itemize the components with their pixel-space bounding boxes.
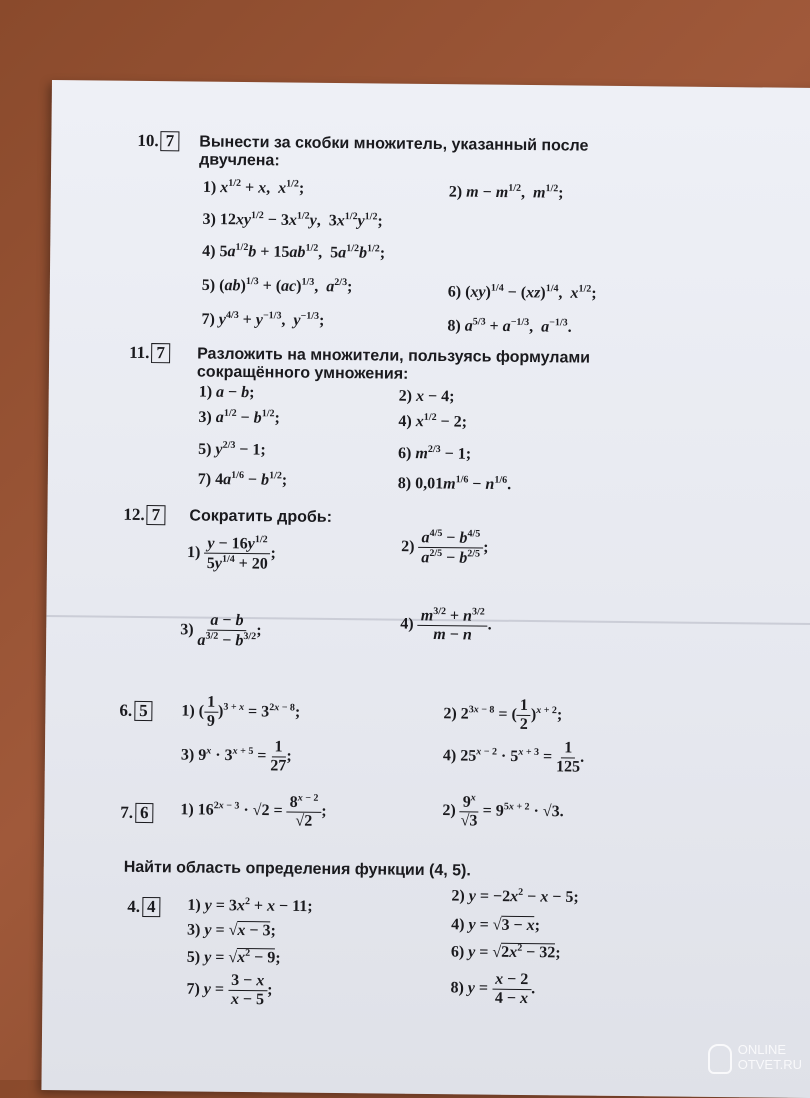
task-10-instruction: Вынести за скобки множитель, указанный после [199, 133, 589, 155]
task-12-instruction: Сократить дробь: [189, 507, 333, 526]
task-11-item-6: 6) $m^{2/3} - 1$; [398, 443, 472, 463]
task-11-instruction-2: сокращённого умножения: [196, 363, 409, 383]
task-11-item-8: 8) $0,01m^{1/6} - n^{1/6}$. [397, 474, 512, 494]
task-11-item-3: 3) $a^{1/2} - b^{1/2}$; [198, 407, 280, 427]
bulb-icon [708, 1044, 732, 1074]
task-10-item-8: 8) $a^{5/3} + a^{-1/3}$, $a^{-1/3}$. [447, 316, 572, 336]
worksheet-page [41, 80, 810, 1098]
task-6-item-4: 4) $25^{x - 2} \cdot 5^{x + 3}$ = $\frac{1}{125}$ . [442, 739, 585, 776]
task-4-item-7: 7) y = $\frac{3 - x}{x - 5}$ ; [186, 971, 273, 1009]
task-11-item-7: 7) $4a^{1/6} - b^{1/2}$; [197, 469, 288, 489]
task-10-item-3: 3) $12xy^{1/2} - 3x^{1/2}y$, $3x^{1/2}y^{1/2}$; [202, 210, 383, 230]
task-11-item-4: 4) $x^{1/2} - 2$; [398, 411, 468, 431]
task-11-instruction: Разложить на множители, пользуясь формулами [197, 345, 591, 367]
task-4-number: 4. 4 [127, 897, 160, 917]
task-11-item-2: 2) x − 4; [398, 387, 455, 406]
task-6-item-1: 1) ( $\frac{1}{9}$ )$^{3 + x} = 3^{2x - 8}$; [181, 693, 301, 730]
task-12-item-3: 3) $\frac{a - b}{a^{3/2} - b^{3/2}}$ ; [180, 611, 262, 650]
task-12-item-1: 1) $\frac{y - 16y^{1/2}}{5y^{1/4} + 20}$ ; [186, 534, 276, 573]
task-10-number: 10. 7 [137, 131, 179, 151]
task-10-item-1: 1) $x^{1/2} + x$, $x^{1/2}$; [202, 177, 305, 197]
task-4-item-8: 8) y = $\frac{x - 2}{4 - x}$ . [450, 970, 536, 1008]
task-11-item-5: 5) $y^{2/3} - 1$; [198, 439, 266, 459]
task-4-item-5: 5) $y = √x^2 - 9$; [186, 948, 281, 967]
task-10-item-2: 2) $m - m^{1/2}$, $m^{1/2}$; [448, 182, 564, 202]
task-12-item-2: 2) $\frac{a^{4/5} - b^{4/5}}{a^{2/5} - b^{2/5}}$ ; [401, 527, 489, 568]
task-4-item-4: 4) y = √3 − x; [451, 916, 541, 935]
task-7-item-2: 2) $\frac{9^x}{√3}$ = $9^{5x + 2} \cdot √3$. [442, 792, 564, 830]
domain-heading: Найти область определения функции (4, 5). [123, 858, 471, 880]
task-7-number: 7. 6 [120, 803, 153, 823]
task-10-item-7: 7) $y^{4/3} + y^{-1/3}$, $y^{-1/3}$; [201, 309, 325, 330]
task-4-item-6: 6) $y = √2x^2 - 32$; [450, 942, 561, 962]
task-10-item-4: 4) $5a^{1/2}b + 15ab^{1/2}$, $5a^{1/2}b^{1/2}$; [202, 241, 386, 262]
task-4-item-1: 1) $y = 3x^2 + x - 11$; [187, 896, 313, 916]
task-11-item-1: 1) a − b; [198, 383, 255, 402]
task-11-number: 11. 7 [129, 343, 170, 363]
watermark: ONLINE OTVET.RU [738, 1042, 802, 1072]
task-10-item-5: 5) (ab)$^{1/3}$ + (ac)$^{1/3}$, $a^{2/3}$; [201, 276, 353, 296]
task-4-item-3: 3) y = √x − 3; [187, 921, 276, 940]
task-6-item-3: 3) $9^x \cdot 3^{x + 5}$ = $\frac{1}{27}$ ; [180, 738, 292, 775]
task-10-instruction-2: двучлена: [199, 151, 280, 170]
task-10-item-6: 6) (xy)$^{1/4}$ − (xz)$^{1/4}$, $x^{1/2}$; [447, 282, 597, 303]
task-7-item-1: 1) $16^{2x - 3} \cdot √2$ = $\frac{8^{x - 2}}{√2}$ ; [180, 792, 327, 831]
task-12-item-4: 4) $\frac{m^{3/2} + n^{3/2}}{m - n}$ . [400, 606, 492, 644]
task-6-item-2: 2) $2^{3x - 8}$ = ( $\frac{1}{2}$ )$^{x + 2}$; [443, 696, 563, 734]
task-4-item-2: 2) $y = -2x^2 - x - 5$; [451, 886, 579, 906]
task-6-number: 6. 5 [119, 701, 152, 721]
task-12-number: 12. 7 [123, 505, 165, 525]
